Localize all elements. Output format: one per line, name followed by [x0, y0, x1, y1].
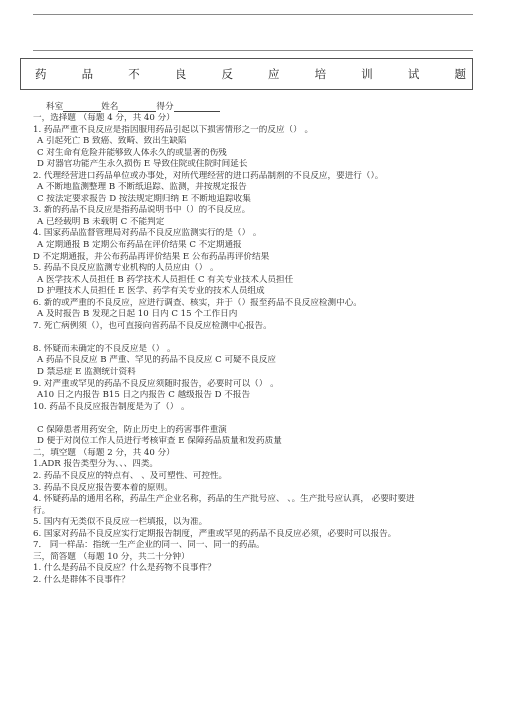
exam-line: D 对器官功能产生永久损伤 E 导致住院或住院时间延长 [37, 159, 248, 170]
exam-title-box [20, 58, 473, 90]
exam-line: 7． 同一样品：指统一生产企业的同一、同一、同一的药品。 [33, 540, 265, 551]
exam-line: D 便于对岗位工作人员进行考核审查 E 保障药品质量和发药质量 [37, 436, 282, 447]
exam-line: 行。 [33, 505, 51, 516]
exam-line: 1. 什么是药品不良反应？什么是药物不良事件？ [33, 563, 216, 574]
exam-line: 1.ADR 报告类型分为、、、四类。 [33, 459, 159, 470]
exam-line: 三，简答题 （每题 10 分，共二十分钟） [33, 551, 190, 562]
exam-line: 9. 对严重或罕见的药品不良反应须随时报告，必要时可以（） 。 [33, 378, 279, 389]
exam-line: C 对生命有危险并能够致人体永久的或显著的伤残 [37, 147, 227, 158]
exam-line: 3. 药品不良反应报告要本着的原则。 [33, 482, 173, 493]
title-char: 训 [361, 67, 373, 81]
blank-line [33, 413, 481, 425]
exam-line: C 保障患者用药安全，防止历史上的药害事件重演 [37, 424, 227, 435]
top-rule [33, 14, 473, 15]
title-char: 反 [221, 67, 233, 81]
exam-line: 6. 国家对药品不良反应实行定期报告制度，严重或罕见的药品不良反应必须，必要时可以报告。 [33, 528, 397, 539]
exam-line: A 药品不良反应 B 严重、罕见的药品不良反应 C 可疑不良反应 [37, 355, 277, 366]
header-rule [33, 50, 473, 51]
name-label: 姓名 [101, 102, 119, 112]
exam-line: D 不定期通报，并公布药品再评价结果 E 公布药品再评价结果 [33, 251, 270, 262]
exam-line: 5. 药品不良反应监测专业机构的人员应由（） 。 [33, 263, 219, 274]
class-label: 科室 [46, 102, 64, 112]
exam-line: 1. 药品严重不良反应是指因服用药品引起以下损害情形之一的反应（） 。 [33, 124, 314, 135]
score-blank[interactable] [174, 102, 220, 112]
exam-line: 4. 国家药品监督管理局对药品不良反应监测实行的是（） 。 [33, 228, 262, 239]
exam-line: A 已经载明 B 未载明 C 不能判定 [37, 216, 165, 227]
exam-line: D 护理技术人员担任 E 医学、药学有关专业的技术人员组成 [37, 286, 265, 297]
exam-line: 5. 国内有无类似不良反应一栏填报，以为准。 [33, 517, 208, 528]
exam-line: 一，选择题 （每题 4 分，共 40 分） [33, 113, 175, 123]
exam-line: A 不断地监测整理 B 不断纸追踪、监测，并按规定报告 [37, 182, 247, 193]
blank-line [33, 332, 481, 344]
title-char: 良 [174, 67, 187, 81]
exam-line: 二，填空题 （每题 2 分，共 40 分） [33, 447, 175, 458]
exam-line: D 禁忌症 E 监测统计资料 [37, 367, 136, 378]
exam-line: A 定期通报 B 定期公布药品在评价结果 C 不定期通报 [37, 240, 242, 251]
exam-line: 7. 死亡病例须（），也可直接向省药品不良反应检测中心报告。 [33, 320, 272, 331]
title-char: 应 [268, 67, 280, 81]
title-char: 培 [314, 67, 327, 81]
title-char: 题 [454, 67, 466, 81]
score-label: 得分 [156, 102, 174, 112]
exam-line: A10 日之内报告 B15 日之内报告 C 越级报告 D 不报告 [37, 390, 251, 401]
exam-line: C 按法定要求报告 D 按法规定期归纳 E 不断地追踪收集 [37, 193, 251, 204]
title-char: 不 [128, 67, 140, 81]
class-blank[interactable] [63, 102, 101, 112]
exam-line: A 引起死亡 B 致癌、致畸、致出生缺陷 [37, 136, 187, 147]
exam-line: A 及时报告 B 发现之日起 10 日内 C 15 个工作日内 [37, 309, 238, 320]
exam-line: A 医学技术人员担任 B 药学技术人员担任 C 有关专业技术人员担任 [37, 274, 294, 285]
exam-line: 10. 药品不良反应报告制度是为了（） 。 [33, 401, 190, 412]
exam-line: 2. 药品不良反应的特点有、 、及可塑性、可控性。 [33, 470, 228, 481]
exam-line: 3. 新的药品不良反应是指药品说明书中（）的不良反应。 [33, 205, 251, 216]
exam-line: 2. 什么是群体不良事件？ [33, 574, 130, 585]
exam-line: 8. 怀疑而未确定的不良反应是（） 。 [33, 343, 176, 354]
exam-line: 4. 怀疑药品的通用名称，药品生产企业名称，药品的生产批号应、 、。生产批号应认真， 必要时要进 [33, 494, 415, 505]
name-blank[interactable] [118, 102, 156, 112]
title-char: 药 [35, 67, 47, 81]
student-info-line [46, 100, 220, 112]
exam-line: 6. 新的或严重的不良反应，应进行调查、核实，并于（）报至药品不良反应检测中心。 [33, 297, 362, 308]
exam-line: 2. 代理经营进口药品单位或办事处，对所代理经营的进口药品制剂的不良反应，要进行（）。 [33, 170, 384, 181]
title-char: 品 [81, 67, 94, 81]
exam-body [33, 113, 481, 586]
title-char: 试 [407, 67, 420, 81]
